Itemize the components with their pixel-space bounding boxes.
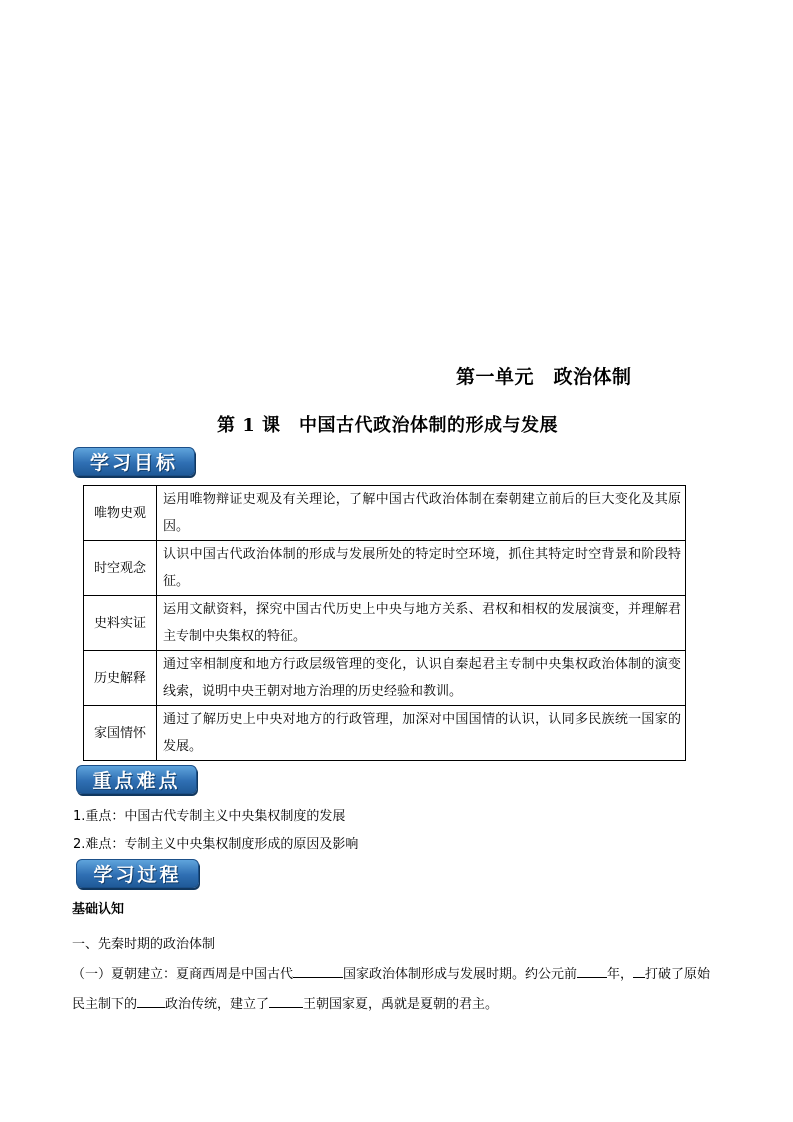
fill-in-paragraph	[72, 960, 722, 1020]
goal-content: 通过了解历史上中央对地方的行政管理，加深对中国国情的认识，认同多民族统一国家的发展。	[157, 706, 686, 761]
goal-label: 时空观念	[84, 541, 157, 596]
paragraph-text: 打破了原始民主制下的	[72, 967, 711, 1012]
paragraph-text: 王朝国家夏，禹就是夏朝的君主。	[303, 997, 499, 1012]
unit-title: 第一单元 政治体制	[456, 366, 632, 388]
paragraph-text: 国家政治体制形成与发展时期。约公元前	[343, 967, 578, 982]
paragraph-text: （一）夏朝建立：夏商西周是中国古代	[72, 967, 294, 982]
goal-label: 史料实证	[84, 596, 157, 651]
learning-goals-table	[83, 485, 686, 761]
goal-label: 家国情怀	[84, 706, 157, 761]
fill-blank[interactable]	[137, 993, 165, 1008]
learning-goals-banner: 学习目标	[73, 447, 195, 476]
goal-label: 唯物史观	[84, 486, 157, 541]
goal-content: 认识中国古代政治体制的形成与发展所处的特定时空环境，抓住其特定时空背景和阶段特征。	[157, 541, 686, 596]
basic-knowledge-heading: 基础认知	[72, 902, 125, 917]
difficult-point: 2.难点：专制主义中央集权制度形成的原因及影响	[73, 837, 359, 852]
fill-blank[interactable]	[293, 963, 343, 978]
goal-label: 历史解释	[84, 651, 157, 706]
goal-content: 运用文献资料，探究中国古代历史上中央与地方关系、君权和相权的发展演变，并理解君主专制中央集权的特征。	[157, 596, 686, 651]
table-row	[84, 541, 686, 596]
paragraph-text: 政治传统，建立了	[165, 997, 270, 1012]
fill-blank[interactable]	[269, 993, 303, 1008]
key-point: 1.重点：中国古代专制主义中央集权制度的发展	[73, 809, 346, 824]
fill-blank[interactable]	[577, 963, 607, 978]
key-points-banner: 重点难点	[76, 765, 197, 794]
goal-content: 通过宰相制度和地方行政层级管理的变化，认识自秦起君主专制中央集权政治体制的演变线索，说明中央王朝对地方治理的历史经验和教训。	[157, 651, 686, 706]
table-row	[84, 651, 686, 706]
paragraph-text: 年，	[607, 967, 634, 982]
fill-blank[interactable]	[633, 963, 645, 978]
lesson-title: 第 1 课 中国古代政治体制的形成与发展	[217, 415, 559, 436]
goal-content: 运用唯物辩证史观及有关理论，了解中国古代政治体制在秦朝建立前后的巨大变化及其原因。	[157, 486, 686, 541]
table-row	[84, 706, 686, 761]
table-row	[84, 486, 686, 541]
section-heading: 一、先秦时期的政治体制	[72, 937, 216, 952]
learning-process-banner: 学习过程	[76, 859, 199, 888]
table-row	[84, 596, 686, 651]
